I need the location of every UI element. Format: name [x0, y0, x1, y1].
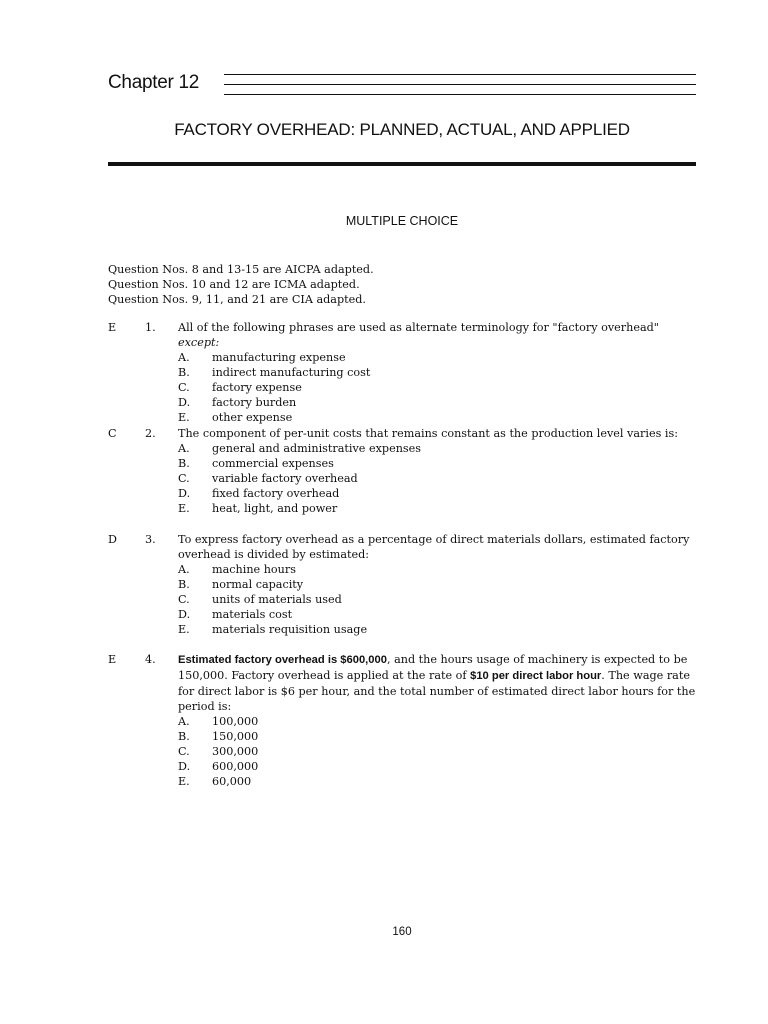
choice-letter: D.: [178, 760, 191, 773]
question-3: [108, 532, 708, 637]
choice-a: [178, 562, 708, 577]
choice-text: other expense: [212, 411, 293, 424]
question-stem: [178, 652, 698, 714]
choice-e: [178, 501, 708, 516]
page-number: 160: [392, 926, 412, 938]
stem-highlight: Estimated factory overhead is $600,000: [178, 654, 387, 666]
choice-letter: C.: [178, 472, 190, 485]
choice-text: factory burden: [212, 396, 297, 409]
stem-highlight: $10 per direct labor hour: [470, 670, 602, 682]
source-note: Question Nos. 9, 11, and 21 are CIA adapted.: [108, 293, 366, 306]
choice-text: indirect manufacturing cost: [212, 366, 371, 379]
choice-c: [178, 592, 708, 607]
choice-letter: C.: [178, 381, 190, 394]
choice-letter: D.: [178, 608, 191, 621]
choice-list: [178, 350, 708, 425]
choice-letter: E.: [178, 623, 190, 636]
source-note: Question Nos. 8 and 13-15 are AICPA adapted.: [108, 263, 374, 276]
section-heading: MULTIPLE CHOICE: [345, 214, 459, 228]
choice-letter: A.: [178, 715, 190, 728]
choice-letter: B.: [178, 578, 190, 591]
choice-list: [178, 441, 708, 516]
question-number: 3.: [145, 533, 156, 546]
choice-e: [178, 622, 708, 637]
choice-text: units of materials used: [212, 593, 342, 606]
choice-letter: D.: [178, 396, 191, 409]
choice-b: [178, 729, 708, 744]
choice-text: 600,000: [212, 760, 259, 773]
choice-text: 60,000: [212, 775, 252, 788]
question-2: [108, 426, 708, 516]
question-stem: To express factory overhead as a percentage of direct materials dollars, estimated factory overhead is divided by estimated:: [178, 533, 690, 561]
choice-text: general and administrative expenses: [212, 442, 422, 455]
choice-e: [178, 774, 708, 789]
stem-text: . The wage rate for direct labor is $6 per hour, and the total number of estimated direct labor hours for the period is:: [178, 669, 696, 713]
choice-a: [178, 714, 708, 729]
answer-key: E: [108, 653, 117, 666]
choice-text: manufacturing expense: [212, 351, 346, 364]
choice-c: [178, 380, 708, 395]
choice-letter: D.: [178, 487, 191, 500]
choice-letter: A.: [178, 442, 190, 455]
choice-text: materials requisition usage: [212, 623, 368, 636]
choice-text: 100,000: [212, 715, 259, 728]
choice-b: [178, 365, 708, 380]
choice-text: normal capacity: [212, 578, 304, 591]
choice-text: 300,000: [212, 745, 259, 758]
choice-text: 150,000: [212, 730, 259, 743]
answer-key: C: [108, 427, 117, 440]
answer-key: E: [108, 321, 117, 334]
choice-text: variable factory overhead: [212, 472, 358, 485]
choice-list: [178, 562, 708, 637]
choice-text: commercial expenses: [212, 457, 334, 470]
choice-letter: C.: [178, 745, 190, 758]
choice-letter: C.: [178, 593, 190, 606]
question-stem: The component of per-unit costs that remains constant as the production level varies is:: [178, 427, 678, 440]
header-rule-top: [224, 74, 696, 75]
choice-list: [178, 714, 708, 789]
chapter-label: Chapter 12: [108, 72, 200, 93]
stem-text: , and the hours usage of machinery is expected to be 150,000. Factory overhead is applied at the rate of: [178, 653, 688, 682]
source-notes: [108, 262, 374, 307]
question-stem: [178, 320, 698, 350]
choice-e: [178, 410, 708, 425]
choice-d: [178, 607, 708, 622]
choice-c: [178, 744, 708, 759]
stem-text: All of the following phrases are used as alternate terminology for "factory overhead": [178, 321, 659, 334]
choice-letter: E.: [178, 411, 190, 424]
answer-key: D: [108, 533, 117, 546]
choice-text: heat, light, and power: [212, 502, 338, 515]
choice-letter: B.: [178, 730, 190, 743]
choice-c: [178, 471, 708, 486]
choice-letter: E.: [178, 502, 190, 515]
question-number: 4.: [145, 653, 156, 666]
choice-b: [178, 456, 708, 471]
choice-a: [178, 441, 708, 456]
question-number: 2.: [145, 427, 156, 440]
stem-emphasis: except:: [178, 336, 220, 349]
page-title: FACTORY OVERHEAD: PLANNED, ACTUAL, AND APPLIED: [174, 120, 630, 139]
choice-a: [178, 350, 708, 365]
choice-letter: A.: [178, 351, 190, 364]
choice-letter: B.: [178, 457, 190, 470]
source-note: Question Nos. 10 and 12 are ICMA adapted.: [108, 278, 360, 291]
choice-text: machine hours: [212, 563, 296, 576]
choice-text: fixed factory overhead: [212, 487, 340, 500]
question-1: [108, 320, 708, 425]
header-rule-bottom: [224, 94, 696, 95]
choice-letter: B.: [178, 366, 190, 379]
choice-letter: A.: [178, 563, 190, 576]
choice-d: [178, 759, 708, 774]
choice-text: materials cost: [212, 608, 293, 621]
header-rule-middle: [224, 84, 696, 85]
question-4: [108, 652, 708, 789]
choice-letter: E.: [178, 775, 190, 788]
choice-d: [178, 486, 708, 501]
choice-text: factory expense: [212, 381, 302, 394]
choice-d: [178, 395, 708, 410]
title-divider: [108, 162, 696, 166]
question-number: 1.: [145, 321, 156, 334]
choice-b: [178, 577, 708, 592]
